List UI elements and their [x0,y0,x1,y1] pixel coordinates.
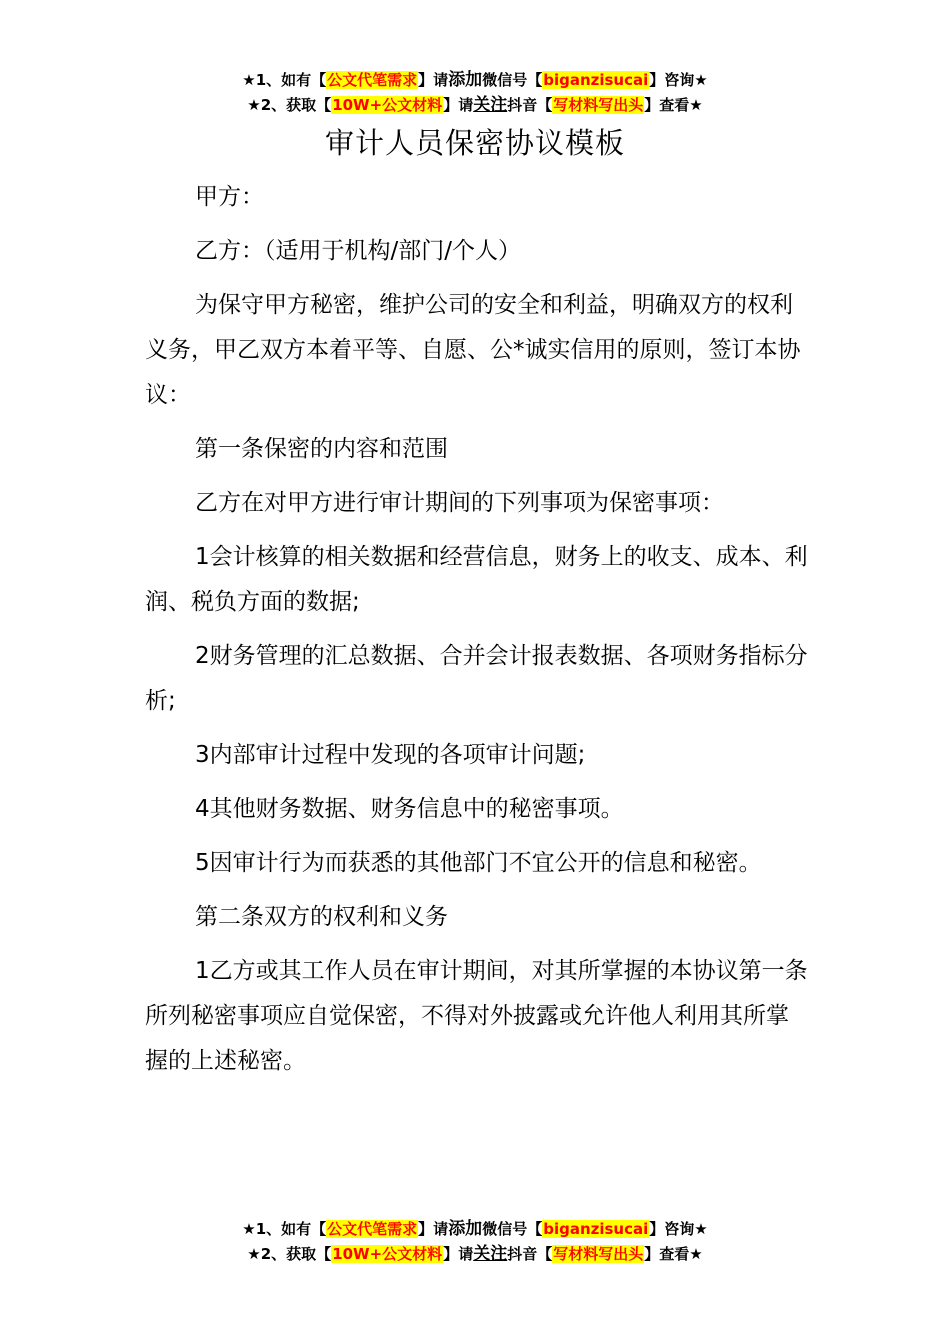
banner-text: 微信号【 [482,71,543,89]
document-body [145,175,810,1093]
banner-text: ★1、如有【 [242,71,327,89]
banner-highlight: 10W+公文材料 [332,96,443,114]
banner-text: 】查看★ [644,1245,703,1263]
preamble-paragraph: 为保守甲方秘密，维护公司的安全和利益，明确双方的权利义务，甲乙双方本着平等、自愿、公*诚实信用的原则，签订本协议： [145,292,801,408]
header-banner [0,68,950,118]
document-title: 审计人员保密协议模板 [324,126,625,160]
article-1-intro: 乙方在对甲方进行审计期间的下列事项为保密事项： [195,490,724,516]
banner-text: ★2、获取【 [247,1245,332,1263]
article-1-item-2: 2财务管理的汇总数据、合并会计报表数据、各项财务指标分析; [145,643,808,714]
banner-text: 】请 [418,1220,449,1238]
banner-text: 微信号【 [482,1220,543,1238]
banner-highlight: 公文代笔需求 [327,1220,418,1238]
party-a-line: 甲方： [195,184,264,210]
banner-text: ★1、如有【 [242,1220,327,1238]
banner-line-2 [0,1242,950,1267]
article-1-item-5: 5因审计行为而获悉的其他部门不宜公开的信息和秘密。 [195,850,762,876]
article-2-item-1: 1乙方或其工作人员在审计期间，对其所掌握的本协议第一条所列秘密事项应自觉保密，不得对外披露或允许他人利用其所掌握的上述秘密。 [145,958,808,1074]
footer-banner [0,1217,950,1267]
banner-emphasis: 关注 [473,95,508,115]
banner-line-1 [0,68,950,93]
banner-text: 】请 [418,71,449,89]
article-2-heading: 第二条双方的权利和义务 [195,904,448,930]
banner-highlight: biganzisucai [543,1220,649,1238]
banner-highlight: 公文代笔需求 [327,71,418,89]
banner-text: 】查看★ [644,96,703,114]
banner-emphasis: 添加 [448,70,483,90]
banner-text: 】请 [443,1245,474,1263]
banner-text: 】咨询★ [649,71,708,89]
banner-line-1 [0,1217,950,1242]
article-1-item-3: 3内部审计过程中发现的各项审计问题; [195,742,586,768]
banner-highlight: biganzisucai [543,71,649,89]
banner-text: 】咨询★ [649,1220,708,1238]
banner-highlight: 10W+公文材料 [332,1245,443,1263]
banner-emphasis: 关注 [473,1244,508,1264]
article-1-item-1: 1会计核算的相关数据和经营信息，财务上的收支、成本、利润、税负方面的数据; [145,544,808,615]
banner-text: 】请 [443,96,474,114]
banner-text: 抖音【 [507,96,553,114]
article-1-heading: 第一条保密的内容和范围 [195,436,448,462]
banner-highlight: 写材料写出头 [553,1245,644,1263]
banner-line-2 [0,93,950,118]
party-b-line: 乙方：（适用于机构/部门/个人） [195,238,521,264]
banner-text: ★2、获取【 [247,96,332,114]
article-1-item-4: 4其他财务数据、财务信息中的秘密事项。 [195,796,624,822]
banner-emphasis: 添加 [448,1219,483,1239]
banner-highlight: 写材料写出头 [553,96,644,114]
banner-text: 抖音【 [507,1245,553,1263]
